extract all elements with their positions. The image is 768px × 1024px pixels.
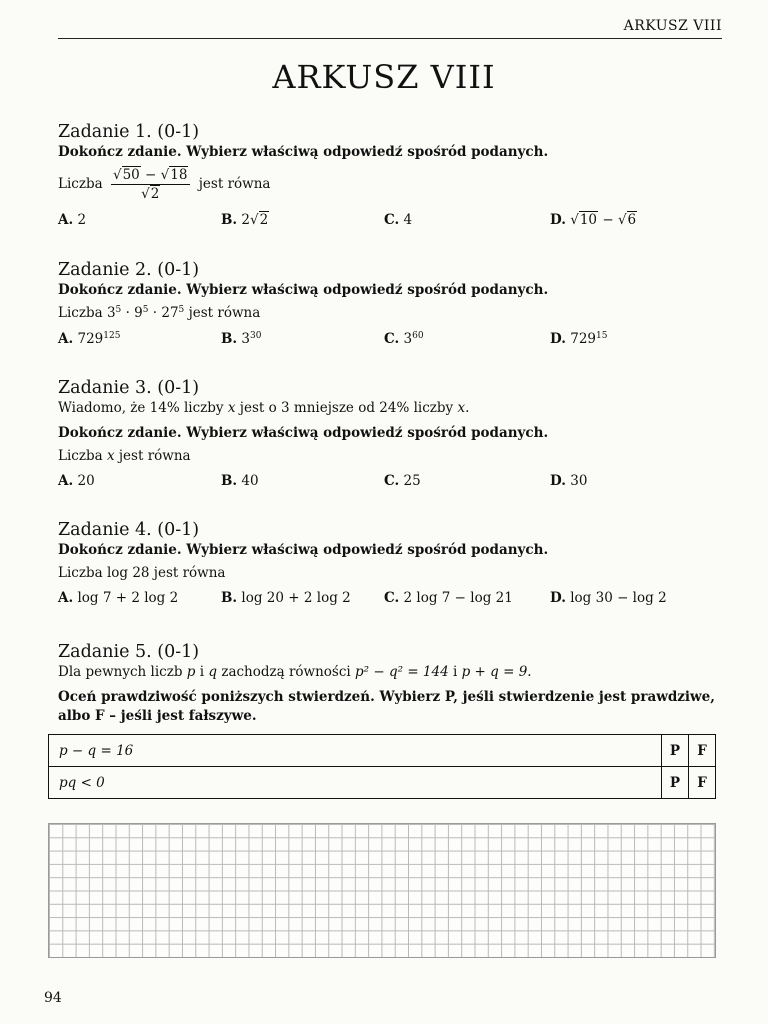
task-3-answer-a[interactable]: A. 20	[58, 473, 95, 489]
statement-2: pq < 0	[49, 767, 662, 799]
task-4-title: Zadanie 4. (0-1)	[58, 520, 200, 540]
task-4-instruction: Dokończ zdanie. Wybierz właściwą odpowiedź spośród podanych.	[58, 542, 549, 558]
task-2-answer-a[interactable]: A. $729^{125}$	[58, 331, 121, 347]
task-1	[58, 121, 722, 234]
task-3-premise: Wiadomo, że 14% liczby x jest o 3 mniejsze od 24% liczby x.	[58, 400, 470, 416]
statement-1-true-option[interactable]: P	[662, 735, 689, 767]
statement-1: p − q = 16	[49, 735, 662, 767]
task-3-answer-d[interactable]: D. 30	[550, 473, 588, 489]
task-3-instruction: Dokończ zdanie. Wybierz właściwą odpowiedź spośród podanych.	[58, 425, 549, 441]
header-rule	[58, 38, 722, 39]
task-4-answer-c[interactable]: C. 2 log 7 − log 21	[384, 590, 513, 606]
task-1-answer-a[interactable]: A. 2	[58, 212, 87, 228]
task-4-answer-b[interactable]: B. log 20 + 2 log 2	[221, 590, 351, 606]
task-3-title: Zadanie 3. (0-1)	[58, 378, 200, 398]
task-2-answers	[58, 331, 722, 353]
statement-2-true-option[interactable]: P	[662, 767, 689, 799]
task-2-answer-b[interactable]: B. $3^{30}$	[221, 331, 262, 347]
task-4	[58, 519, 722, 612]
task-5	[58, 641, 722, 726]
task-2	[58, 259, 722, 353]
task-1-fraction: $\frac{√50 - √18}{√2}$	[111, 166, 191, 203]
scratch-grid[interactable]	[48, 823, 716, 958]
task-3-answer-b[interactable]: B. 40	[221, 473, 259, 489]
task-5-instruction: Oceń prawdziwość poniższych stwierdzeń. Wybierz P, jeśli stwierdzenie jest prawdziwe, albo F – jeśli jest fałszywe.	[58, 689, 715, 724]
statement-1-false-option[interactable]: F	[689, 735, 716, 767]
task-3-answers	[58, 473, 722, 495]
task-1-title: Zadanie 1. (0-1)	[58, 122, 200, 142]
task-4-answer-a[interactable]: A. log 7 + 2 log 2	[58, 590, 179, 606]
task-2-answer-d[interactable]: D. $729^{15}$	[550, 331, 608, 347]
running-header: ARKUSZ VIII	[623, 18, 722, 34]
task-4-answer-d[interactable]: D. log 30 − log 2	[550, 590, 667, 606]
task-4-answers	[58, 590, 722, 612]
task-1-answer-b[interactable]: B. 2√2	[221, 212, 269, 228]
statement-2-false-option[interactable]: F	[689, 767, 716, 799]
task-1-answer-d[interactable]: D. √10 − √6	[550, 212, 637, 228]
task-5-premise: Dla pewnych liczb p i q zachodzą równości p² − q² = 144 i p + q = 9.	[58, 664, 532, 680]
page-title: ARKUSZ VIII	[272, 58, 496, 96]
task-5-title: Zadanie 5. (0-1)	[58, 642, 200, 662]
task-1-instruction: Dokończ zdanie. Wybierz właściwą odpowiedź spośród podanych.	[58, 144, 549, 160]
task-1-question: Liczba $\frac{√50 - √18}{√2}$ jest równa	[58, 167, 271, 202]
task-2-question: Liczba $3^5 \cdot 9^5 \cdot 27^5$ jest równa	[58, 305, 261, 321]
task-3-question: Liczba x jest równa	[58, 448, 191, 464]
page-number: 94	[44, 990, 62, 1006]
task-3	[58, 377, 722, 495]
task-3-answer-c[interactable]: C. 25	[384, 473, 421, 489]
task-1-answer-c[interactable]: C. 4	[384, 212, 413, 228]
true-false-table	[48, 734, 716, 799]
task-4-question: Liczba log 28 jest równa	[58, 565, 226, 581]
task-2-answer-c[interactable]: C. $3^{60}$	[384, 331, 424, 347]
task-1-answers	[58, 212, 722, 234]
table-row	[49, 767, 716, 799]
table-row	[49, 735, 716, 767]
task-2-title: Zadanie 2. (0-1)	[58, 260, 200, 280]
task-2-instruction: Dokończ zdanie. Wybierz właściwą odpowiedź spośród podanych.	[58, 282, 549, 298]
